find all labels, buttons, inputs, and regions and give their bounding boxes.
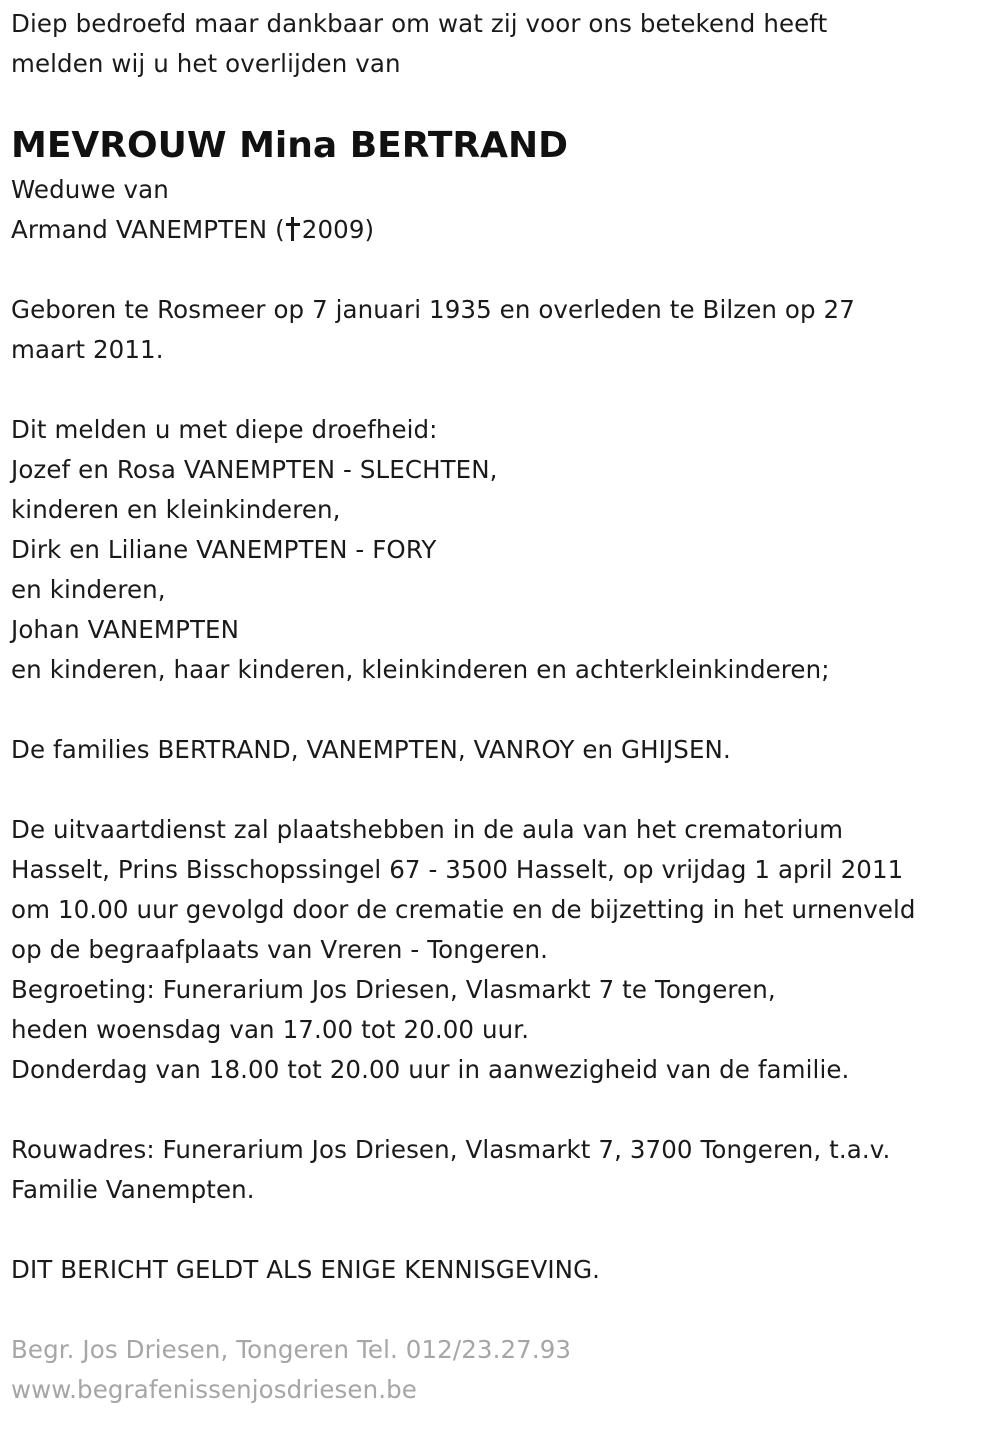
notice-line: DIT BERICHT GELDT ALS ENIGE KENNISGEVING. — [11, 1255, 601, 1284]
families-line: De families BERTRAND, VANEMPTEN, VANROY en GHIJSEN. — [11, 735, 731, 764]
service-section — [11, 810, 996, 1090]
intro-line: melden wij u het overlijden van — [11, 49, 401, 78]
widow-label: Weduwe van — [11, 175, 169, 204]
intro-line: Diep bedroefd maar dankbaar om wat zij voor ons betekend heeft — [11, 9, 828, 38]
family-line: Johan VANEMPTEN — [11, 615, 240, 644]
spouse-name: Armand VANEMPTEN ( — [11, 215, 285, 244]
family-line: kinderen en kleinkinderen, — [11, 495, 341, 524]
footer — [11, 1330, 996, 1410]
footer-contact: Begr. Jos Driesen, Tongeren Tel. 012/23.27.93 — [11, 1335, 572, 1364]
birth-death-section — [11, 290, 996, 370]
footer-website: www.begrafenissenjosdriesen.be — [11, 1375, 417, 1404]
family-line: Dirk en Liliane VANEMPTEN - FORY — [11, 535, 437, 564]
service-line: Hasselt, Prins Bisschopssingel 67 - 3500 Hasselt, op vrijdag 1 april 2011 — [11, 855, 904, 884]
family-section — [11, 410, 996, 690]
spouse-section — [11, 170, 996, 250]
address-line: Familie Vanempten. — [11, 1175, 255, 1204]
family-line: en kinderen, — [11, 575, 166, 604]
service-line: Begroeting: Funerarium Jos Driesen, Vlasmarkt 7 te Tongeren, — [11, 975, 776, 1004]
spouse-death-year: 2009) — [301, 215, 375, 244]
address-section — [11, 1130, 996, 1210]
intro-section — [11, 4, 996, 84]
deceased-name: MEVROUW Mina BERTRAND — [11, 125, 568, 166]
service-line: om 10.00 uur gevolgd door de crematie en de bijzetting in het urnenveld — [11, 895, 916, 924]
service-line: heden woensdag van 17.00 tot 20.00 uur. — [11, 1015, 530, 1044]
birth-death-line: maart 2011. — [11, 335, 164, 364]
address-line: Rouwadres: Funerarium Jos Driesen, Vlasmarkt 7, 3700 Tongeren, t.a.v. — [11, 1135, 891, 1164]
family-line: Jozef en Rosa VANEMPTEN - SLECHTEN, — [11, 455, 498, 484]
family-line: en kinderen, haar kinderen, kleinkinderen en achterkleinkinderen; — [11, 655, 830, 684]
obituary-notice — [11, 4, 996, 1410]
service-line: De uitvaartdienst zal plaatshebben in de aula van het crematorium — [11, 815, 844, 844]
birth-death-line: Geboren te Rosmeer op 7 januari 1935 en overleden te Bilzen op 27 — [11, 295, 855, 324]
service-line: Donderdag van 18.00 tot 20.00 uur in aanwezigheid van de familie. — [11, 1055, 850, 1084]
family-heading: Dit melden u met diepe droefheid: — [11, 415, 438, 444]
service-line: op de begraafplaats van Vreren - Tongeren. — [11, 935, 549, 964]
spouse-line — [11, 210, 996, 250]
cross-icon — [286, 217, 300, 241]
